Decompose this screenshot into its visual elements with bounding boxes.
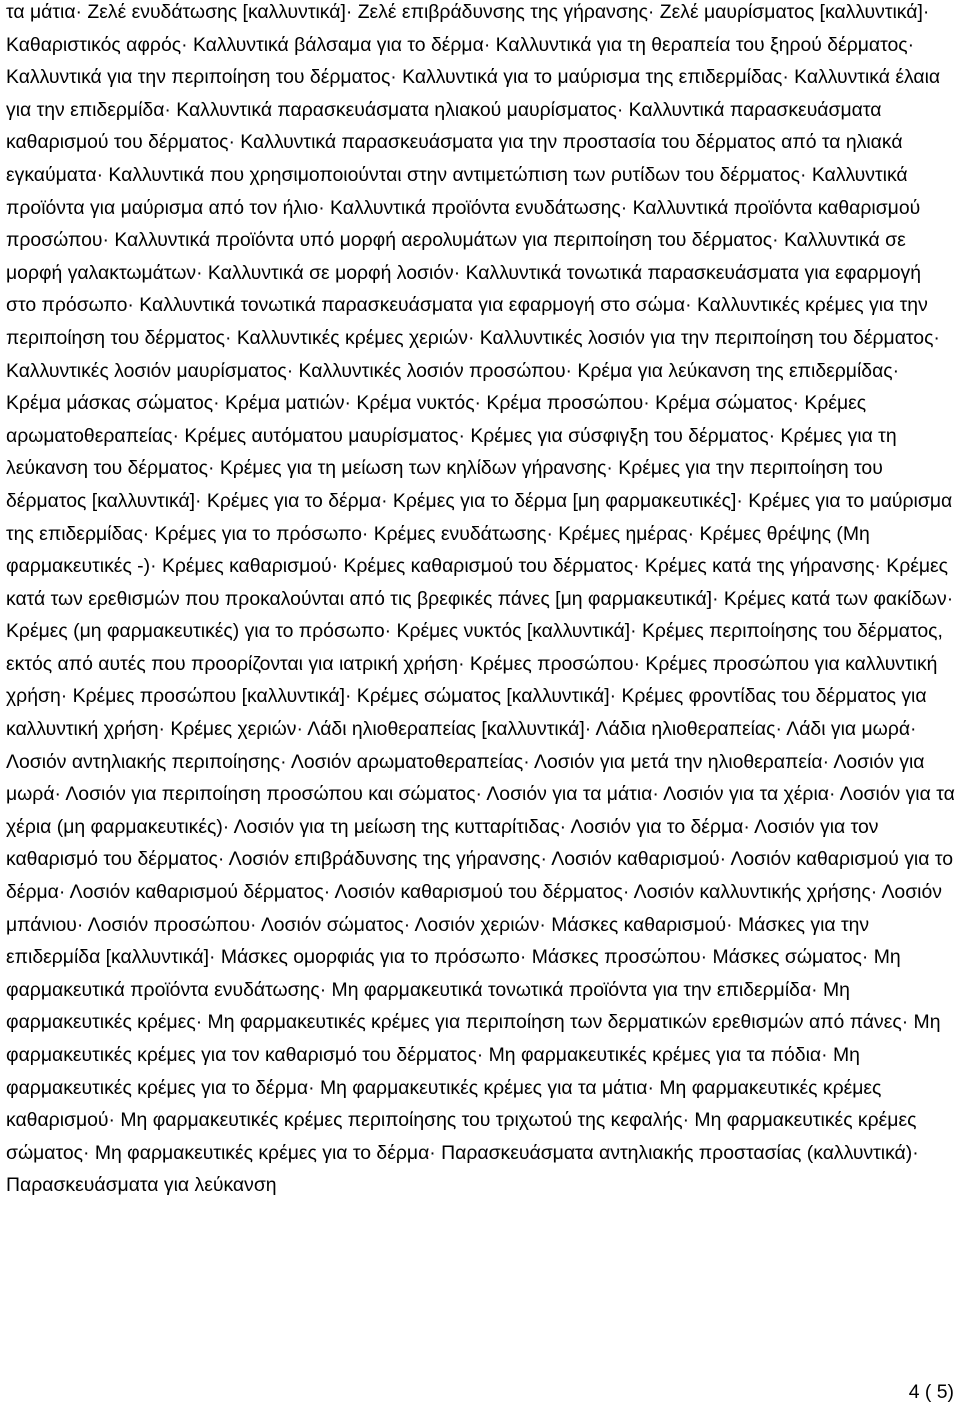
goods-list-paragraph: τα μάτια· Ζελέ ενυδάτωσης [καλλυντικά]· Ζελέ επιβράδυνσης της γήρανσης· Ζελέ μαυρίσματος [καλλυντικά]· Καθαριστικός αφρός· Καλλυντικά βάλσαμα για το δέρμα· Καλλυντικά για τη θεραπεία του ξηρού δέρματος· Καλλυντικά για την περιποίηση του δέρματος· Καλλυντικά για το μαύρισμα της επιδερμίδας· Καλλυντικά έλαια για την επιδερμίδα· Καλλυντικά παρασκευάσματα ηλιακού μαυρίσματος· Καλλυντικά παρασκευάσματα καθαρισμού του δέρματος· Καλλυντικά παρασκευάσματα για την προστασία του δέρματος από τα ηλιακά εγκαύματα· Καλλυντικά που χρησιμοποιούνται στην αντιμετώπιση των ρυτίδων του δέρματος· Καλλυντικά προϊόντα για μαύρισμα από τον ήλιο· Καλλυντικά προϊόντα ενυδάτωσης· Καλλυντικά προϊόντα καθαρισμού προσώπου· Καλλυντικά προϊόντα υπό μορφή αερολυμάτων για περιποίηση του δέρματος· Καλλυντικά σε μορφή γαλακτωμάτων· Καλλυντικά σε μορφή λοσιόν· Καλλυντικά τονωτικά παρασκευάσματα για εφαρμογή στο πρόσωπο· Καλλυντικά τονωτικά παρασκευάσματα για εφαρμογή στο σώμα· Καλλυντικές κρέμες για την περιποίηση του δέρματος· Καλλυντικές κρέμες χεριών· Καλλυντικές λοσιόν για την περιποίηση του δέρματος· Καλλυντικές λοσιόν μαυρίσματος· Καλλυντικές λοσιόν προσώπου· Κρέμα για λεύκανση της επιδερμίδας· Κρέμα μάσκας σώματος· Κρέμα ματιών· Κρέμα νυκτός· Κρέμα προσώπου· Κρέμα σώματος· Κρέμες αρωματοθεραπείας· Κρέμες αυτόματου μαυρίσματος· Κρέμες για σύσφιγξη του δέρματος· Κρέμες για τη λεύκανση του δέρματος· Κρέμες για τη μείωση των κηλίδων γήρανσης· Κρέμες για την περιποίηση του δέρματος [καλλυντικά]· Κρέμες για το δέρμα· Κρέμες για το δέρμα [μη φαρμακευτικές]· Κρέμες για το μαύρισμα της επιδερμίδας· Κρέμες για το πρόσωπο· Κρέμες ενυδάτωσης· Κρέμες ημέρας· Κρέμες θρέψης (Μη φαρμακευτικές -)· Κρέμες καθαρισμού· Κρέμες καθαρισμού του δέρματος· Κρέμες κατά της γήρανσης· Κρέμες κατά των ερεθισμών που προκαλούνται από τις βρεφικές πάνες [μη φαρμακευτικά]· Κρέμες κατά των φακίδων· Κρέμες (μη φαρμακευτικές) για το πρόσωπο· Κρέμες νυκτός [καλλυντικά]· Κρέμες περιποίησης του δέρματος, εκτός από αυτές που προορίζονται για ιατρική χρήση· Κρέμες προσώπου· Κρέμες προσώπου για καλλυντική χρήση· Κρέμες προσώπου [καλλυντικά]· Κρέμες σώματος [καλλυντικά]· Κρέμες φροντίδας του δέρματος για καλλυντική χρήση· Κρέμες χεριών· Λάδι ηλιοθεραπείας [καλλυντικά]· Λάδια ηλιοθεραπείας· Λάδι για μωρά· Λοσιόν αντηλιακής περιποίησης· Λοσιόν αρωματοθεραπείας· Λοσιόν για μετά την ηλιοθεραπεία· Λοσιόν για μωρά· Λοσιόν για περιποίηση προσώπου και σώματος· Λοσιόν για τα μάτια· Λοσιόν για τα χέρια· Λοσιόν για τα χέρια (μη φαρμακευτικές)· Λοσιόν για τη μείωση της κυτταρίτιδας· Λοσιόν για το δέρμα· Λοσιόν για τον καθαρισμό του δέρματος· Λοσιόν επιβράδυνσης της γήρανσης· Λοσιόν καθαρισμού· Λοσιόν καθαρισμού για το δέρμα· Λοσιόν καθαρισμού δέρματος· Λοσιόν καθαρισμού του δέρματος· Λοσιόν καλλυντικής χρήσης· Λοσιόν μπάνιου· Λοσιόν προσώπου· Λοσιόν σώματος· Λοσιόν χεριών· Μάσκες καθαρισμού· Μάσκες για την επιδερμίδα [καλλυντικά]· Μάσκες ομορφιάς για το πρόσωπο· Μάσκες προσώπου· Μάσκες σώματος· Μη φαρμακευτικά προϊόντα ενυδάτωσης· Μη φαρμακευτικά τονωτικά προϊόντα για την επιδερμίδα· Μη φαρμακευτικές κρέμες· Μη φαρμακευτικές κρέμες για περιποίηση των δερματικών ερεθισμών από πάνες· Μη φαρμακευτικές κρέμες για τον καθαρισμό του δέρματος· Μη φαρμακευτικές κρέμες για τα πόδια· Μη φαρμακευτικές κρέμες για το δέρμα· Μη φαρμακευτικές κρέμες για τα μάτια· Μη φαρμακευτικές κρέμες καθαρισμού· Μη φαρμακευτικές κρέμες περιποίησης του τριχωτού της κεφαλής· Μη φαρμακευτικές κρέμες σώματος· Μη φαρμακευτικές κρέμες για το δέρμα· Παρασκευάσματα αντηλιακής προστασίας (καλλυντικά)· Παρασκευάσματα για λεύκανση [6, 1, 955, 1197]
page-number: 4 ( 5) [908, 1381, 954, 1403]
